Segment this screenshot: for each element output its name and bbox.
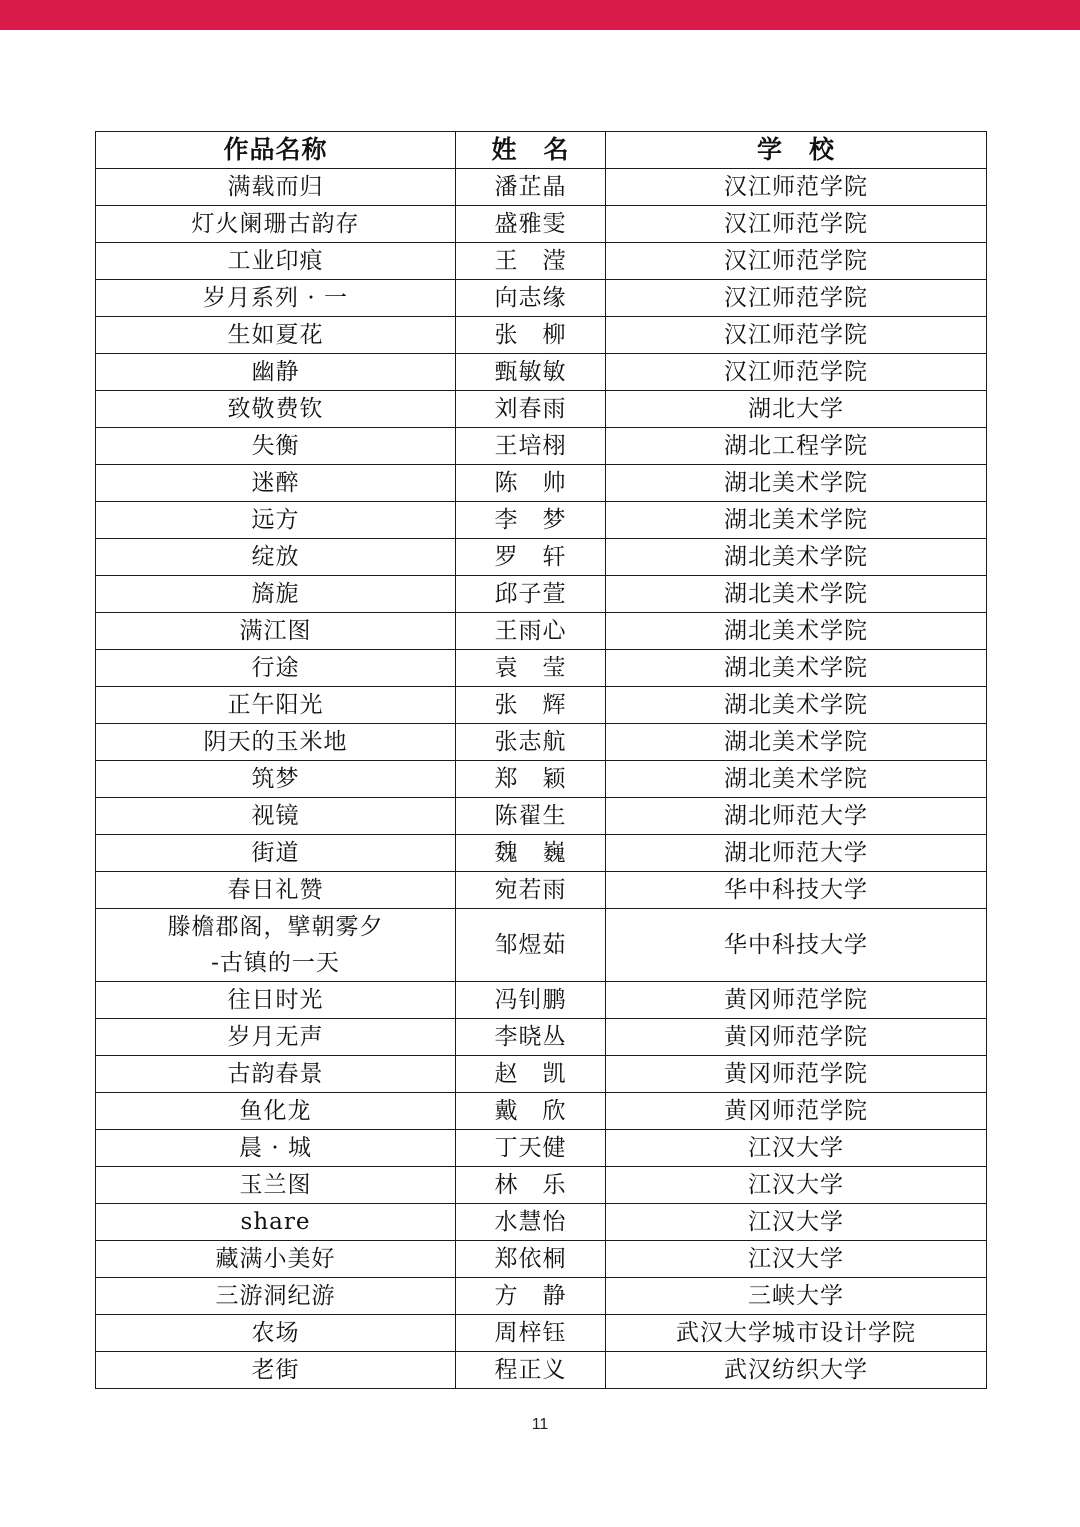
table-row	[96, 169, 987, 206]
cell-name: 罗 轩	[456, 539, 606, 576]
cell-name: 丁天健	[456, 1130, 606, 1167]
cell-school: 湖北美术学院	[606, 687, 987, 724]
cell-work-title: 视镜	[96, 798, 456, 835]
cell-work-title: 绽放	[96, 539, 456, 576]
cell-school: 华中科技大学	[606, 909, 987, 982]
cell-work-title: 工业印痕	[96, 243, 456, 280]
cell-work-title: 筑梦	[96, 761, 456, 798]
table-row	[96, 909, 987, 982]
cell-school: 湖北美术学院	[606, 613, 987, 650]
cell-school: 湖北美术学院	[606, 724, 987, 761]
cell-name: 水慧怡	[456, 1204, 606, 1241]
cell-work-title: 阴天的玉米地	[96, 724, 456, 761]
cell-name: 潘芷晶	[456, 169, 606, 206]
cell-work-title: 正午阳光	[96, 687, 456, 724]
table-row	[96, 613, 987, 650]
cell-work-title: 远方	[96, 502, 456, 539]
header-school: 学 校	[606, 132, 987, 169]
cell-name: 王培栩	[456, 428, 606, 465]
cell-name: 陈 帅	[456, 465, 606, 502]
cell-name: 张 辉	[456, 687, 606, 724]
header-name: 姓 名	[456, 132, 606, 169]
cell-name: 陈翟生	[456, 798, 606, 835]
cell-name: 刘春雨	[456, 391, 606, 428]
cell-name: 程正义	[456, 1352, 606, 1389]
cell-work-title: 古韵春景	[96, 1056, 456, 1093]
cell-school: 江汉大学	[606, 1130, 987, 1167]
cell-work-title: 迷醉	[96, 465, 456, 502]
cell-school: 黄冈师范学院	[606, 982, 987, 1019]
table-row	[96, 243, 987, 280]
cell-work-title: 往日时光	[96, 982, 456, 1019]
cell-work-title: 春日礼赞	[96, 872, 456, 909]
cell-name: 邱子萱	[456, 576, 606, 613]
cell-school: 三峡大学	[606, 1278, 987, 1315]
table-row	[96, 280, 987, 317]
cell-school: 湖北美术学院	[606, 465, 987, 502]
cell-work-title: 生如夏花	[96, 317, 456, 354]
cell-school: 江汉大学	[606, 1241, 987, 1278]
cell-name: 林 乐	[456, 1167, 606, 1204]
cell-name: 王雨心	[456, 613, 606, 650]
cell-school: 黄冈师范学院	[606, 1093, 987, 1130]
table-header-row	[96, 132, 987, 169]
cell-work-title: share	[96, 1204, 456, 1241]
table-row	[96, 687, 987, 724]
cell-work-title: 玉兰图	[96, 1167, 456, 1204]
cell-work-title: 老街	[96, 1352, 456, 1389]
cell-school: 汉江师范学院	[606, 206, 987, 243]
cell-name: 周梓钰	[456, 1315, 606, 1352]
cell-school: 黄冈师范学院	[606, 1056, 987, 1093]
cell-name: 方 静	[456, 1278, 606, 1315]
cell-work-title: 旖旎	[96, 576, 456, 613]
cell-school: 湖北美术学院	[606, 761, 987, 798]
cell-name: 张 柳	[456, 317, 606, 354]
table-row	[96, 465, 987, 502]
cell-work-title: 晨 · 城	[96, 1130, 456, 1167]
table-row	[96, 1241, 987, 1278]
table-row	[96, 539, 987, 576]
cell-work-title: 失衡	[96, 428, 456, 465]
cell-name: 赵 凯	[456, 1056, 606, 1093]
table-row	[96, 1056, 987, 1093]
cell-school: 汉江师范学院	[606, 243, 987, 280]
awards-table	[95, 131, 987, 1389]
cell-name: 李晓丛	[456, 1019, 606, 1056]
cell-school: 湖北师范大学	[606, 835, 987, 872]
cell-work-title: 灯火阑珊古韵存	[96, 206, 456, 243]
cell-name: 郑 颖	[456, 761, 606, 798]
top-accent-bar	[0, 0, 1080, 30]
table-row	[96, 872, 987, 909]
table-row	[96, 650, 987, 687]
cell-work-title: 岁月无声	[96, 1019, 456, 1056]
table-row	[96, 354, 987, 391]
cell-name: 王 滢	[456, 243, 606, 280]
cell-work-title: 岁月系列 · 一	[96, 280, 456, 317]
cell-work-title: 致敬费钦	[96, 391, 456, 428]
table-row	[96, 1019, 987, 1056]
table-row	[96, 798, 987, 835]
cell-name: 甄敏敏	[456, 354, 606, 391]
cell-school: 湖北大学	[606, 391, 987, 428]
page-number: 11	[531, 1416, 549, 1433]
cell-name: 魏 巍	[456, 835, 606, 872]
cell-school: 江汉大学	[606, 1167, 987, 1204]
cell-work-title: 行途	[96, 650, 456, 687]
table-row	[96, 1278, 987, 1315]
table-row	[96, 982, 987, 1019]
table-row	[96, 576, 987, 613]
cell-school: 湖北美术学院	[606, 502, 987, 539]
cell-work-title: 滕檐郡阁，擘朝雾夕 -古镇的一天	[96, 909, 456, 982]
table-row	[96, 1204, 987, 1241]
table-row	[96, 835, 987, 872]
table-row	[96, 206, 987, 243]
cell-name: 盛雅雯	[456, 206, 606, 243]
cell-school: 湖北工程学院	[606, 428, 987, 465]
table-row	[96, 1315, 987, 1352]
cell-school: 汉江师范学院	[606, 354, 987, 391]
cell-name: 张志航	[456, 724, 606, 761]
cell-school: 华中科技大学	[606, 872, 987, 909]
table-row	[96, 428, 987, 465]
cell-work-title: 满江图	[96, 613, 456, 650]
cell-name: 戴 欣	[456, 1093, 606, 1130]
awards-table-container	[95, 131, 986, 1389]
cell-name: 邹煜茹	[456, 909, 606, 982]
cell-school: 汉江师范学院	[606, 317, 987, 354]
cell-work-title: 街道	[96, 835, 456, 872]
cell-school: 汉江师范学院	[606, 169, 987, 206]
table-row	[96, 317, 987, 354]
cell-name: 宛若雨	[456, 872, 606, 909]
table-row	[96, 724, 987, 761]
table-row	[96, 1130, 987, 1167]
cell-name: 袁 莹	[456, 650, 606, 687]
cell-school: 湖北师范大学	[606, 798, 987, 835]
cell-school: 湖北美术学院	[606, 650, 987, 687]
cell-school: 武汉大学城市设计学院	[606, 1315, 987, 1352]
cell-school: 黄冈师范学院	[606, 1019, 987, 1056]
cell-name: 向志缘	[456, 280, 606, 317]
cell-work-title: 藏满小美好	[96, 1241, 456, 1278]
cell-name: 李 梦	[456, 502, 606, 539]
table-row	[96, 761, 987, 798]
cell-work-title: 幽静	[96, 354, 456, 391]
cell-school: 湖北美术学院	[606, 576, 987, 613]
cell-school: 湖北美术学院	[606, 539, 987, 576]
table-row	[96, 391, 987, 428]
cell-work-title: 农场	[96, 1315, 456, 1352]
table-row	[96, 502, 987, 539]
cell-school: 江汉大学	[606, 1204, 987, 1241]
table-body	[96, 169, 987, 1389]
cell-name: 郑依桐	[456, 1241, 606, 1278]
cell-school: 汉江师范学院	[606, 280, 987, 317]
cell-work-title: 三游洞纪游	[96, 1278, 456, 1315]
cell-name: 冯钊鹏	[456, 982, 606, 1019]
table-row	[96, 1093, 987, 1130]
header-work-title: 作品名称	[96, 132, 456, 169]
cell-school: 武汉纺织大学	[606, 1352, 987, 1389]
cell-work-title: 满载而归	[96, 169, 456, 206]
table-row	[96, 1352, 987, 1389]
cell-work-title: 鱼化龙	[96, 1093, 456, 1130]
table-row	[96, 1167, 987, 1204]
